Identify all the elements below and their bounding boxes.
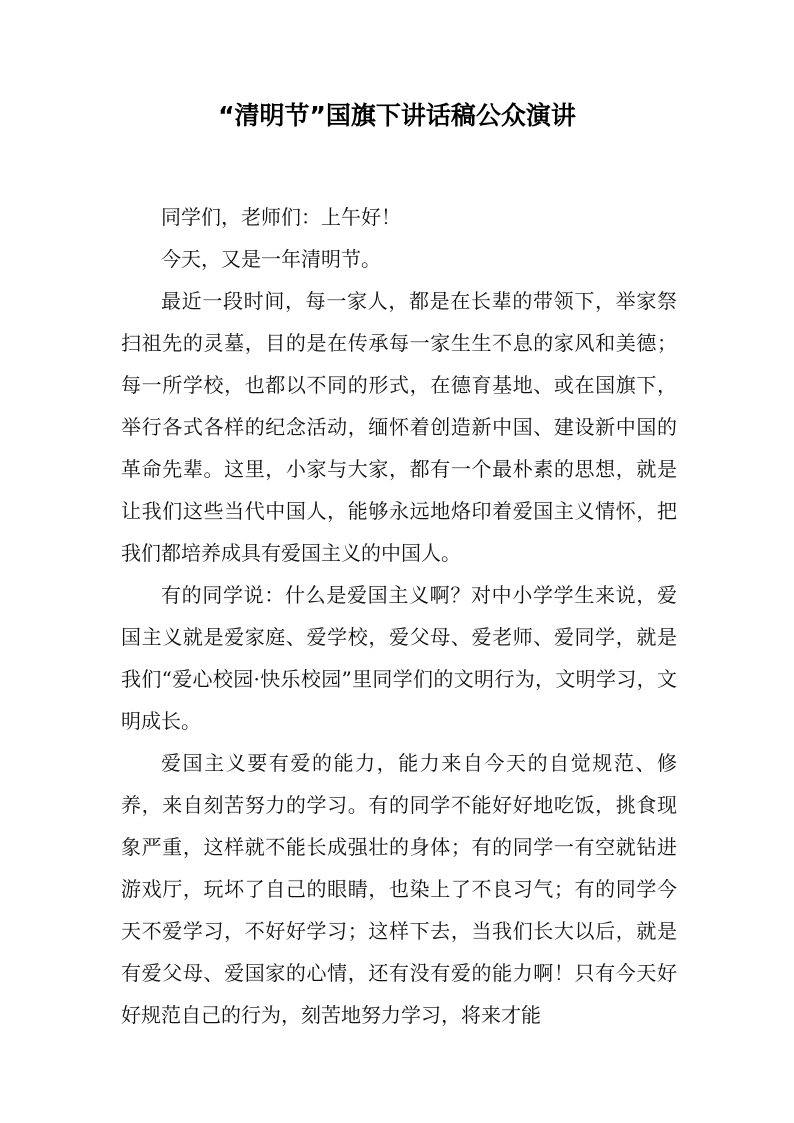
paragraph-opening: 今天，又是一年清明节。: [161, 247, 381, 271]
paragraph-tomb-sweeping: 最近一段时间，每一家人，都是在长辈的带领下，举家祭扫祖先的灵墓，目的是在传承每一家生生不息的家风和美德；每一所学校，也都以不同的形式，在德育基地、或在国旗下，举行各式各样的纪念活动，缅怀着创造新中国、建设新中国的革命先辈。这里，小家与大家，都有一个最朴素的思想，就是让我们这些当代中国人，能够永远地烙印着爱国主义情怀，把我们都培养成具有爱国主义的中国人。: [121, 289, 677, 565]
paragraph-what-is-patriotism: 有的同学说：什么是爱国主义啊？对中小学学生来说，爱国主义就是爱家庭、爱学校，爱父母、爱老师、爱同学，就是我们“爱心校园·快乐校园”里同学们的文明行为，文明学习，文明成长。: [121, 583, 677, 733]
document-body: [121, 196, 677, 1036]
document-title: “清明节”国旗下讲话稿公众演讲: [218, 101, 576, 130]
paragraph-greeting: 同学们，老师们：上午好！: [161, 205, 401, 229]
paragraph-ability-to-love: 爱国主义要有爱的能力，能力来自今天的自觉规范、修养，来自刻苦努力的学习。有的同学不能好好地吃饭，挑食现象严重，这样就不能长成强壮的身体；有的同学一有空就钻进游戏厅，玩坏了自己的眼睛，也染上了不良习气；有的同学今天不爱学习，不好好学习；这样下去，当我们长大以后，就是有爱父母、爱国家的心情，还有没有爱的能力啊！只有今天好好规范自己的行为，刻苦地努力学习，将来才能: [121, 751, 677, 1027]
